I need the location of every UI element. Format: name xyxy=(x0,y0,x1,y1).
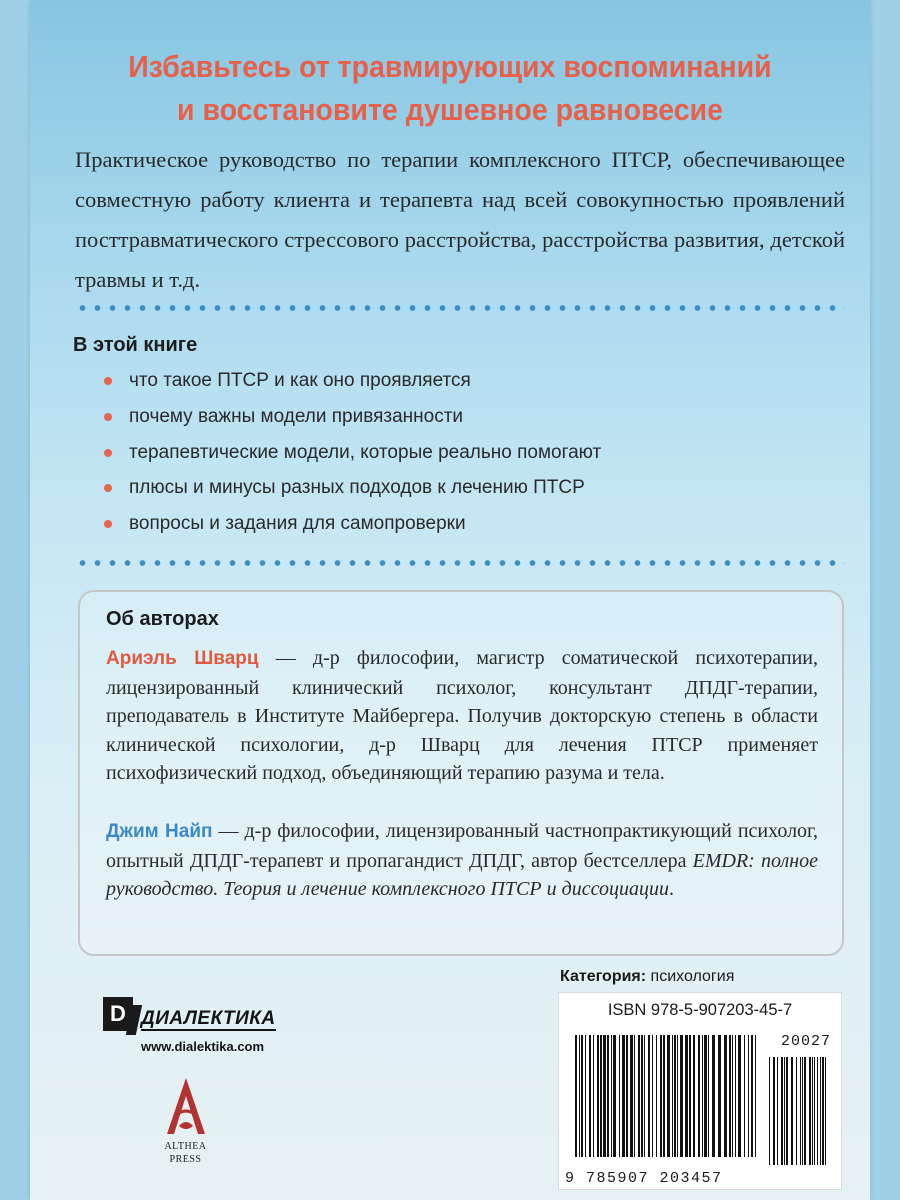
althea-press-logo xyxy=(138,1076,233,1186)
barcode-ean-number: 9 785907 203457 xyxy=(565,1170,723,1187)
headline-line-1: Избавьтесь от травмирующих воспоминаний xyxy=(128,49,772,84)
in-this-book-heading: В этой книге xyxy=(73,334,198,356)
dotted-divider-top xyxy=(75,305,845,311)
publisher-name: ДИАЛЕКТИКА xyxy=(141,1008,276,1029)
imprint-line-2: PRESS xyxy=(169,1154,202,1165)
list-item: что такое ПТСР и как оно проявляется xyxy=(102,365,601,401)
headline xyxy=(64,45,837,131)
althea-a-icon xyxy=(163,1076,209,1138)
isbn-barcode-box xyxy=(558,992,842,1190)
list-item: плюсы и минусы разных подходов к лечению ПТСР xyxy=(102,472,601,508)
barcode-addon-number: 20027 xyxy=(780,1033,831,1050)
about-authors-heading: Об авторах xyxy=(106,608,219,630)
bullet-icon xyxy=(104,377,112,385)
in-this-book-list xyxy=(102,365,601,544)
author-2-name: Джим Найп xyxy=(106,821,213,842)
barcode-icon xyxy=(569,1035,831,1165)
imprint-line-1: ALTHEA xyxy=(164,1141,207,1152)
headline-line-2: и восстановите душевное равновесие xyxy=(177,92,723,127)
author-1-bio: Ариэль Шварц — д-р философии, магистр соматической психотерапии, лицензированный клинический психолог, консультант ДПДГ-терапии, преподаватель в Институте Майбергера. Получив докторскую степень в области клинической психологии, д-р Шварц для лечения ПТСР применяет психофизический подход, объединяющий терапию разума и тела. xyxy=(106,647,819,784)
intro-paragraph: Практическое руководство по терапии комплексного ПТСР, обеспечивающее совместную работу клиента и терапевта над всей совокупностью проявлений посттравматического стрессового расстройства, расстройства развития, детской травмы и т.д. xyxy=(75,147,845,292)
author-2-book-title: EMDR: полное руководство. Теория и лечение комплексного ПТСР и диссоциации xyxy=(106,849,819,900)
bullet-icon xyxy=(104,413,112,421)
category-value: психология xyxy=(650,968,735,985)
publisher-logo xyxy=(103,995,288,1055)
isbn-text: ISBN 978-5-907203-45-7 xyxy=(607,1001,793,1019)
dotted-divider-bottom xyxy=(75,560,845,566)
book-back-cover xyxy=(30,0,870,1200)
publisher-url: www.dialektika.com xyxy=(141,1039,265,1054)
list-item: почему важны модели привязанности xyxy=(102,401,601,437)
bullet-icon xyxy=(104,449,112,457)
author-2-bio: Джим Найп — д-р философии, лицензированный частнопрактикующий психолог, опытный ДПДГ-терапевт и пропагандист ДПДГ, автор бестселлера EMDR: полное руководство. Теория и лечение комплексного ПТСР и диссоциации. xyxy=(106,820,819,900)
author-1-name: Ариэль Шварц xyxy=(106,648,259,669)
bullet-icon xyxy=(104,520,112,528)
list-item: вопросы и задания для самопроверки xyxy=(102,508,601,544)
publisher-d-icon: D xyxy=(103,997,133,1031)
about-authors-box xyxy=(78,590,844,956)
bullet-icon xyxy=(104,484,112,492)
list-item: терапевтические модели, которые реально помогают xyxy=(102,437,601,473)
category-label: Категория: психология xyxy=(560,968,735,985)
